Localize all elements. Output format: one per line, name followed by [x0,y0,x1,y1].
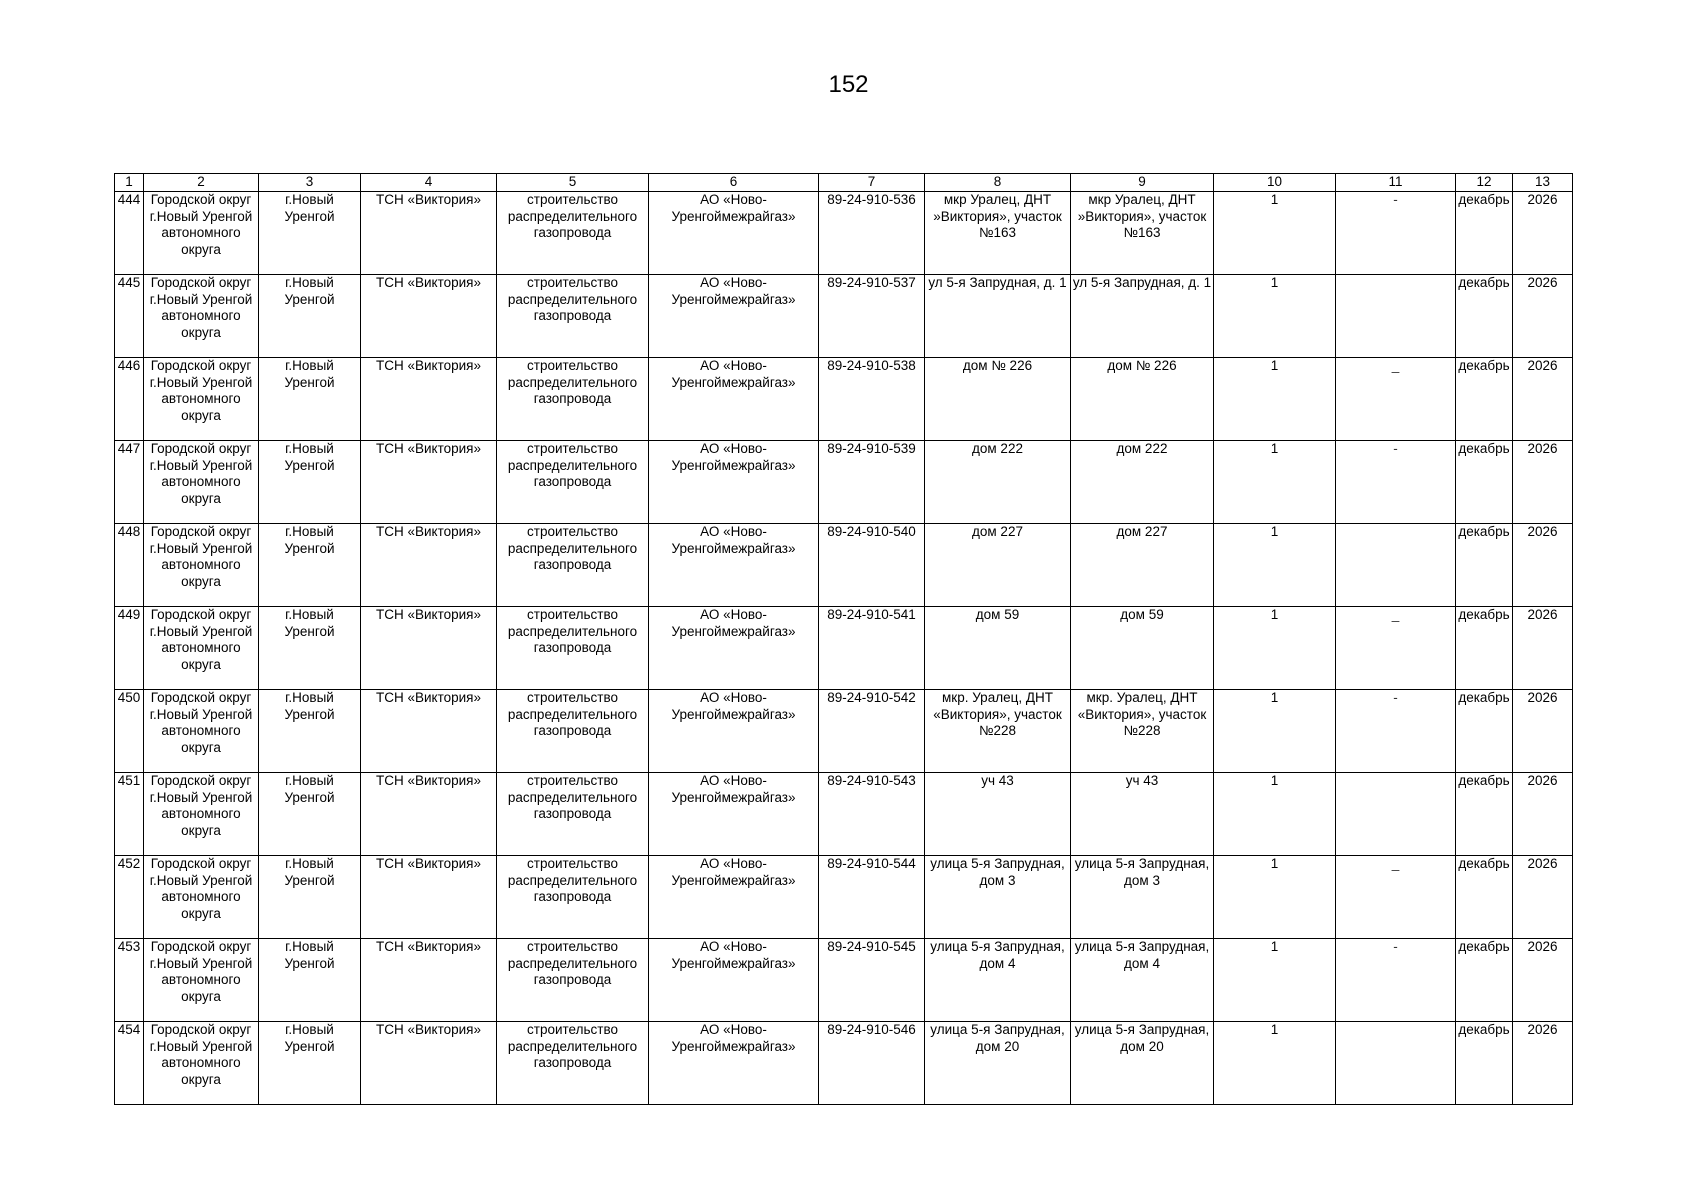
address-cell-2: дом 227 [1071,524,1214,607]
month-cell: декабрь [1456,524,1513,607]
locality-cell: г.Новый Уренгой [259,275,361,358]
municipality-cell: Городской округ г.Новый Уренгой автономного округа [144,773,259,856]
address-cell: дом № 226 [925,358,1071,441]
column-11-cell: _ [1336,856,1456,939]
address-cell-2: уч 43 [1071,773,1214,856]
table-row [115,1022,1573,1105]
purpose-cell: строительство распределительного газопровода [497,441,649,524]
column-11-cell [1336,1022,1456,1105]
column-header-9: 9 [1071,174,1214,192]
code-cell: 89-24-910-543 [819,773,925,856]
count-cell: 1 [1214,939,1336,1022]
year-cell: 2026 [1513,1022,1573,1105]
locality-cell: г.Новый Уренгой [259,524,361,607]
table-row [115,773,1573,856]
purpose-cell: строительство распределительного газопровода [497,607,649,690]
column-11-cell: _ [1336,358,1456,441]
municipality-cell: Городской округ г.Новый Уренгой автономного округа [144,524,259,607]
table-row [115,690,1573,773]
register-table [114,173,1573,1105]
address-cell: улица 5-я Запрудная, дом 3 [925,856,1071,939]
count-cell: 1 [1214,441,1336,524]
table-row [115,275,1573,358]
month-cell: декабрь [1456,690,1513,773]
page-number: 152 [828,71,869,98]
column-header-3: 3 [259,174,361,192]
address-cell-2: улица 5-я Запрудная, дом 3 [1071,856,1214,939]
row-number: 445 [115,275,144,358]
municipality-cell: Городской округ г.Новый Уренгой автономного округа [144,856,259,939]
operator-cell: АО «Ново-Уренгоймежрайгаз» [649,856,819,939]
address-cell-2: мкр. Уралец, ДНТ «Виктория», участок №228 [1071,690,1214,773]
year-cell: 2026 [1513,192,1573,275]
address-cell: улица 5-я Запрудная, дом 20 [925,1022,1071,1105]
column-header-8: 8 [925,174,1071,192]
row-number: 453 [115,939,144,1022]
address-cell: мкр. Уралец, ДНТ «Виктория», участок №228 [925,690,1071,773]
table-row [115,441,1573,524]
purpose-cell: строительство распределительного газопровода [497,939,649,1022]
owner-cell: ТСН «Виктория» [361,524,497,607]
municipality-cell: Городской округ г.Новый Уренгой автономного округа [144,939,259,1022]
operator-cell: АО «Ново-Уренгоймежрайгаз» [649,358,819,441]
column-header-7: 7 [819,174,925,192]
column-header-11: 11 [1336,174,1456,192]
purpose-cell: строительство распределительного газопровода [497,524,649,607]
year-cell: 2026 [1513,524,1573,607]
address-cell: мкр Уралец, ДНТ »Виктория», участок №163 [925,192,1071,275]
row-number: 450 [115,690,144,773]
code-cell: 89-24-910-538 [819,358,925,441]
address-cell-2: дом 59 [1071,607,1214,690]
locality-cell: г.Новый Уренгой [259,358,361,441]
column-11-cell: - [1336,192,1456,275]
address-cell: дом 59 [925,607,1071,690]
purpose-cell: строительство распределительного газопровода [497,1022,649,1105]
year-cell: 2026 [1513,441,1573,524]
address-cell-2: дом № 226 [1071,358,1214,441]
purpose-cell: строительство распределительного газопровода [497,275,649,358]
owner-cell: ТСН «Виктория» [361,607,497,690]
operator-cell: АО «Ново-Уренгоймежрайгаз» [649,275,819,358]
address-cell-2: дом 222 [1071,441,1214,524]
column-header-6: 6 [649,174,819,192]
municipality-cell: Городской округ г.Новый Уренгой автономного округа [144,607,259,690]
address-cell: улица 5-я Запрудная, дом 4 [925,939,1071,1022]
owner-cell: ТСН «Виктория» [361,773,497,856]
month-cell: декабрь [1456,1022,1513,1105]
count-cell: 1 [1214,192,1336,275]
table-row [115,192,1573,275]
month-cell: декабрь [1456,441,1513,524]
count-cell: 1 [1214,1022,1336,1105]
address-cell-2: ул 5-я Запрудная, д. 1 [1071,275,1214,358]
table-row [115,607,1573,690]
address-cell-2: мкр Уралец, ДНТ »Виктория», участок №163 [1071,192,1214,275]
column-header-1: 1 [115,174,144,192]
table-row [115,524,1573,607]
address-cell-2: улица 5-я Запрудная, дом 20 [1071,1022,1214,1105]
year-cell: 2026 [1513,690,1573,773]
header-row [115,174,1573,192]
operator-cell: АО «Ново-Уренгоймежрайгаз» [649,773,819,856]
code-cell: 89-24-910-544 [819,856,925,939]
year-cell: 2026 [1513,607,1573,690]
address-cell: ул 5-я Запрудная, д. 1 [925,275,1071,358]
code-cell: 89-24-910-537 [819,275,925,358]
purpose-cell: строительство распределительного газопровода [497,856,649,939]
column-header-4: 4 [361,174,497,192]
table-body [115,192,1573,1105]
purpose-cell: строительство распределительного газопровода [497,690,649,773]
month-cell: декабрь [1456,773,1513,856]
owner-cell: ТСН «Виктория» [361,939,497,1022]
code-cell: 89-24-910-546 [819,1022,925,1105]
column-11-cell: _ [1336,607,1456,690]
owner-cell: ТСН «Виктория» [361,441,497,524]
column-header-2: 2 [144,174,259,192]
column-11-cell [1336,773,1456,856]
address-cell: уч 43 [925,773,1071,856]
operator-cell: АО «Ново-Уренгоймежрайгаз» [649,524,819,607]
row-number: 449 [115,607,144,690]
row-number: 452 [115,856,144,939]
column-header-5: 5 [497,174,649,192]
owner-cell: ТСН «Виктория» [361,690,497,773]
operator-cell: АО «Ново-Уренгоймежрайгаз» [649,1022,819,1105]
municipality-cell: Городской округ г.Новый Уренгой автономного округа [144,275,259,358]
count-cell: 1 [1214,773,1336,856]
count-cell: 1 [1214,524,1336,607]
municipality-cell: Городской округ г.Новый Уренгой автономного округа [144,192,259,275]
owner-cell: ТСН «Виктория» [361,856,497,939]
owner-cell: ТСН «Виктория» [361,1022,497,1105]
code-cell: 89-24-910-545 [819,939,925,1022]
address-cell: дом 222 [925,441,1071,524]
column-11-cell [1336,524,1456,607]
column-header-10: 10 [1214,174,1336,192]
code-cell: 89-24-910-539 [819,441,925,524]
locality-cell: г.Новый Уренгой [259,939,361,1022]
locality-cell: г.Новый Уренгой [259,1022,361,1105]
row-number: 447 [115,441,144,524]
address-cell: дом 227 [925,524,1071,607]
operator-cell: АО «Ново-Уренгоймежрайгаз» [649,939,819,1022]
locality-cell: г.Новый Уренгой [259,607,361,690]
code-cell: 89-24-910-541 [819,607,925,690]
column-11-cell: - [1336,441,1456,524]
purpose-cell: строительство распределительного газопровода [497,773,649,856]
year-cell: 2026 [1513,773,1573,856]
column-11-cell [1336,275,1456,358]
locality-cell: г.Новый Уренгой [259,192,361,275]
count-cell: 1 [1214,358,1336,441]
municipality-cell: Городской округ г.Новый Уренгой автономного округа [144,441,259,524]
operator-cell: АО «Ново-Уренгоймежрайгаз» [649,441,819,524]
owner-cell: ТСН «Виктория» [361,192,497,275]
operator-cell: АО «Ново-Уренгоймежрайгаз» [649,607,819,690]
month-cell: декабрь [1456,275,1513,358]
municipality-cell: Городской округ г.Новый Уренгой автономного округа [144,358,259,441]
municipality-cell: Городской округ г.Новый Уренгой автономного округа [144,690,259,773]
address-cell-2: улица 5-я Запрудная, дом 4 [1071,939,1214,1022]
municipality-cell: Городской округ г.Новый Уренгой автономного округа [144,1022,259,1105]
count-cell: 1 [1214,690,1336,773]
column-header-13: 13 [1513,174,1573,192]
purpose-cell: строительство распределительного газопровода [497,358,649,441]
year-cell: 2026 [1513,939,1573,1022]
month-cell: декабрь [1456,607,1513,690]
month-cell: декабрь [1456,939,1513,1022]
column-header-12: 12 [1456,174,1513,192]
column-11-cell: - [1336,690,1456,773]
table-row [115,358,1573,441]
operator-cell: АО «Ново-Уренгоймежрайгаз» [649,690,819,773]
operator-cell: АО «Ново-Уренгоймежрайгаз» [649,192,819,275]
code-cell: 89-24-910-536 [819,192,925,275]
locality-cell: г.Новый Уренгой [259,690,361,773]
row-number: 454 [115,1022,144,1105]
owner-cell: ТСН «Виктория» [361,275,497,358]
code-cell: 89-24-910-542 [819,690,925,773]
table-header [115,174,1573,192]
code-cell: 89-24-910-540 [819,524,925,607]
column-11-cell: - [1336,939,1456,1022]
year-cell: 2026 [1513,275,1573,358]
count-cell: 1 [1214,275,1336,358]
row-number: 444 [115,192,144,275]
month-cell: декабрь [1456,358,1513,441]
year-cell: 2026 [1513,856,1573,939]
row-number: 448 [115,524,144,607]
row-number: 451 [115,773,144,856]
locality-cell: г.Новый Уренгой [259,773,361,856]
count-cell: 1 [1214,607,1336,690]
table-row [115,939,1573,1022]
year-cell: 2026 [1513,358,1573,441]
owner-cell: ТСН «Виктория» [361,358,497,441]
month-cell: декабрь [1456,192,1513,275]
row-number: 446 [115,358,144,441]
table-row [115,856,1573,939]
purpose-cell: строительство распределительного газопровода [497,192,649,275]
locality-cell: г.Новый Уренгой [259,441,361,524]
month-cell: декабрь [1456,856,1513,939]
count-cell: 1 [1214,856,1336,939]
locality-cell: г.Новый Уренгой [259,856,361,939]
